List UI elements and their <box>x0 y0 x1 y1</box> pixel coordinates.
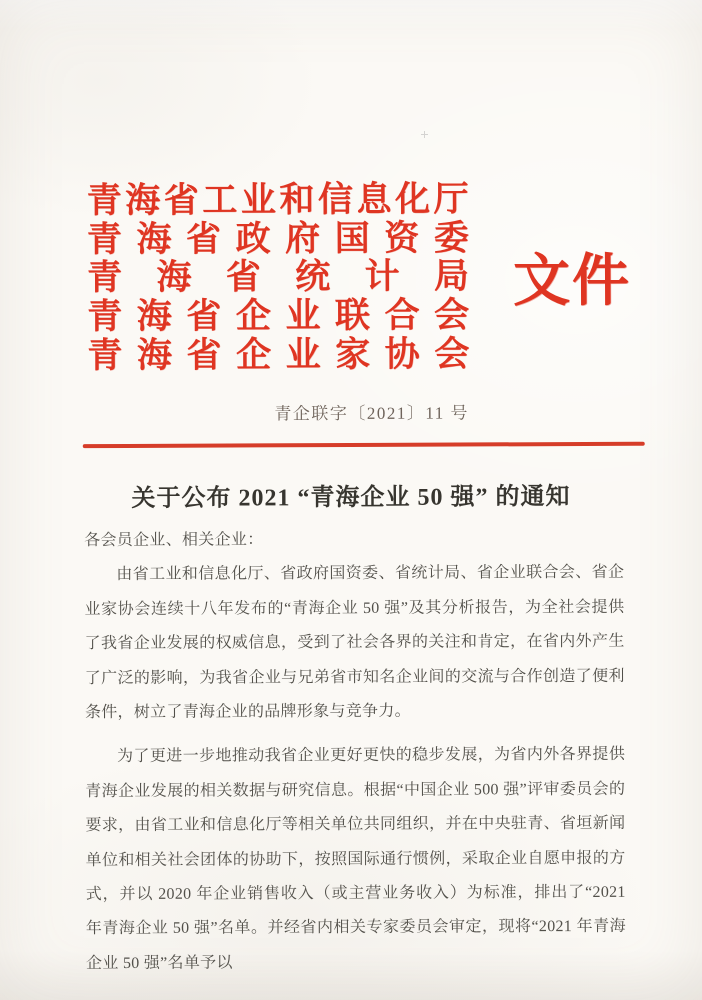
salutation-line: 各会员企业、相关企业： <box>84 531 264 550</box>
document-title: 关于公布 2021 “青海企业 50 强” 的通知 <box>131 484 571 512</box>
org-name-industry-it-dept: 青 海 省 工 业 和 信 息 化 厅 <box>86 179 469 221</box>
org-name-sasac: 青 海 省 政 府 国 资 委 <box>86 218 469 259</box>
org-name-statistics-bureau: 青 海 省 统 计 局 <box>86 256 470 298</box>
red-divider-line <box>83 442 645 448</box>
issuing-organizations <box>87 179 470 375</box>
document-type-label: 文件 <box>512 249 632 314</box>
scan-registration-speck <box>421 131 428 138</box>
document-body <box>84 522 626 982</box>
body-paragraph-1: 由省工业和信息化厅、省政府国资委、省统计局、省企业联合会、省企业家协会连续十八年发布的“青海企业 50 强”及其分析报告，为全社会提供了我省企业发展的权威信息，受到了社会各界的关注和肯定，在省内外产生了广泛的影响，为我省企业与兄弟省市知名企业间的交流与合作创造了便利条件，树立了青海企业的品牌形象与竞争力。 <box>84 564 625 722</box>
letterhead <box>0 0 700 376</box>
org-name-entrepreneurs-association: 青 海 省 企 业 家 协 会 <box>87 334 470 376</box>
document-reference-number: 青企联字〔2021〕11 号 <box>274 403 469 424</box>
body-paragraph-2: 为了更进一步地推动我省企业更好更快的稳步发展，为省内外各界提供青海企业发展的相关数据与研究信息。根据“中国企业 500 强”评审委员会的要求，由省工业和信息化厅等相关单位共同组织，并在中央驻青、省垣新闻单位和相关社会团体的协助下，按照国际通行惯例，采取企业自愿申报的方式，并以 2020 年企业销售收入（或主营业务收入）为标准，排出了“2021 年青海企业 50 强”名单。并经省内相关专家委员会审定，现将“2021 年青海企业 50 强”名单予以 <box>85 746 626 973</box>
org-name-enterprise-confederation: 青 海 省 企 业 联 合 会 <box>87 295 470 337</box>
